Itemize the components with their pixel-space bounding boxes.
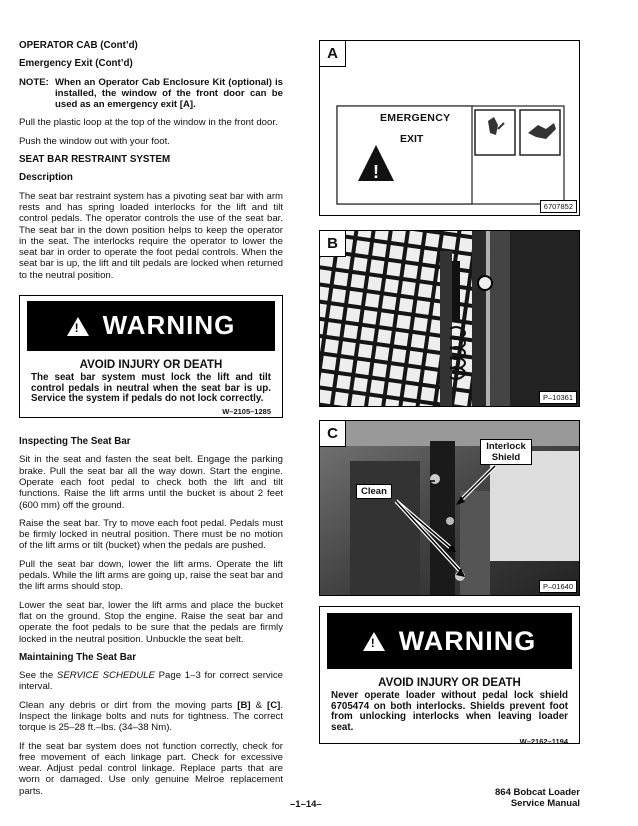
warning-triangle-icon: ! bbox=[67, 317, 89, 336]
figure-letter: A bbox=[320, 41, 346, 67]
warning-triangle-icon: ! bbox=[363, 632, 385, 651]
paragraph-inspect-1: Sit in the seat and fasten the seat belt. Engage the parking brake. Pull the seat bar all the way down. Start the engine. Operate each foot pedal to check both the lift and tilt functions. Raise the lift arms until the bucket is about 2 feet (600 mm) off the ground. bbox=[19, 454, 283, 511]
paragraph-push-window: Push the window out with your foot. bbox=[19, 135, 170, 147]
paragraph-inspect-4: Lower the seat bar, lower the lift arms and place the bucket flat on the ground. Stop the engine. Raise the seat bar and operate the foot pedals to be sure that the pedals are firmly locked in the neutral position. Unbuckle the seat belt. bbox=[19, 599, 283, 645]
figure-a bbox=[319, 40, 580, 216]
decal-text-emergency: EMERGENCY bbox=[380, 112, 451, 124]
figure-letter: C bbox=[320, 421, 346, 447]
decal-text-exit: EXIT bbox=[400, 133, 424, 145]
label-interlock-shield: Interlock Shield bbox=[480, 439, 532, 465]
paragraph-description: The seat bar restraint system has a pivoting seat bar with arm rests and has spring loaded interlocks for the lift and tilt control pedals. The operator controls the use of the seat bar. The seat bar in the down position helps to keep the operator in the seat. The interlocks require the operator to lower the seat bar in order to operate the foot pedal controls. When the seat bar is up, the lift and tilt pedals are locked when returned to the neutral position. bbox=[19, 190, 283, 281]
left-column bbox=[19, 40, 283, 804]
figure-number: 6707852 bbox=[540, 200, 577, 213]
warning-title: WARNING bbox=[102, 310, 236, 341]
note-label: NOTE: bbox=[19, 76, 49, 88]
warning-banner bbox=[327, 613, 572, 669]
paragraph-inspect-3: Pull the seat bar down, lower the lift arms. Operate the lift pedals. While the lift arms are going up, raise the seat bar and the lift arms should stop. bbox=[19, 558, 283, 593]
warning-box-seat-bar bbox=[19, 295, 283, 418]
warning-text: Never operate loader without pedal lock shield 6705474 on both interlocks. Shields prevent foot from unlocking interlocks when leaving loader seat. bbox=[331, 689, 568, 734]
footer-line-1: 864 Bobcat Loader bbox=[495, 787, 580, 798]
warning-text: The seat bar system must lock the lift and tilt control pedals in neutral when the seat bar is up. Service the system if pedals do not lock correctly. bbox=[31, 371, 271, 405]
warning-subtitle: AVOID INJURY OR DEATH bbox=[378, 677, 521, 689]
service-schedule-ref: SERVICE SCHEDULE bbox=[56, 670, 155, 682]
paragraph-inspect-2: Raise the seat bar. Try to move each foot pedal. Pedals must be firmly locked in neutral position. There must be no motion of the lift arms or tilt (bucket) when the pedals are pushed. bbox=[19, 517, 283, 552]
paragraph-maintain-2: Clean any debris or dirt from the moving parts [B] & [C]. Inspect the linkage bolts and nuts for tightness. The correct torque is 25–28 ft.–lbs. (34–38 Nm). bbox=[19, 699, 284, 734]
warning-body bbox=[27, 351, 275, 417]
warning-code: W–2162–1194 bbox=[519, 736, 568, 746]
figure-number: P–10361 bbox=[539, 391, 577, 404]
svg-text:!: ! bbox=[373, 162, 379, 182]
section-heading-seat-bar: SEAT BAR RESTRAINT SYSTEM bbox=[19, 154, 171, 166]
figure-number: P–01640 bbox=[539, 580, 577, 593]
warning-code: W–2105–1285 bbox=[222, 407, 271, 417]
subheading-emergency-exit: Emergency Exit (Cont’d) bbox=[19, 58, 133, 70]
warning-banner bbox=[27, 301, 275, 351]
seat-bar-interlock-photo bbox=[320, 421, 579, 595]
warning-subtitle: AVOID INJURY OR DEATH bbox=[79, 359, 223, 372]
warning-title: WARNING bbox=[398, 625, 537, 656]
subheading-description: Description bbox=[19, 172, 73, 184]
paragraph-maintain-3: If the seat bar system does not function correctly, check for free movement of each linkage part. Check for excessive wear. Adjust pedal control linkage. Replace parts that are worn or damaged. Use only genuine Melroe replacement parts. bbox=[19, 740, 283, 797]
emergency-exit-decal-image bbox=[320, 41, 579, 215]
footer-manual-title bbox=[495, 787, 580, 809]
warning-body bbox=[327, 669, 572, 748]
paragraph-maintain-1: See the SERVICE SCHEDULE Page 1–3 for correct service interval. bbox=[19, 670, 283, 693]
warning-box-pedal-lock bbox=[319, 606, 580, 744]
subheading-inspecting: Inspecting The Seat Bar bbox=[19, 436, 131, 448]
seat-bar-linkage-photo bbox=[320, 231, 579, 406]
figure-b bbox=[319, 230, 580, 407]
figure-c bbox=[319, 420, 580, 596]
section-heading-operator-cab: OPERATOR CAB (Cont’d) bbox=[19, 40, 138, 51]
paragraph-pull-loop: Pull the plastic loop at the top of the window in the front door. bbox=[19, 117, 278, 129]
page-number: –1–14– bbox=[290, 799, 322, 810]
label-clean: Clean bbox=[356, 484, 392, 499]
footer-line-2: Service Manual bbox=[510, 798, 580, 809]
note-block bbox=[19, 77, 283, 111]
subheading-maintaining: Maintaining The Seat Bar bbox=[19, 651, 137, 663]
note-text: When an Operator Cab Enclosure Kit (optional) is installed, the window of the front door can be used as an emergency exit [A]. bbox=[55, 76, 283, 111]
figure-letter: B bbox=[320, 231, 346, 257]
